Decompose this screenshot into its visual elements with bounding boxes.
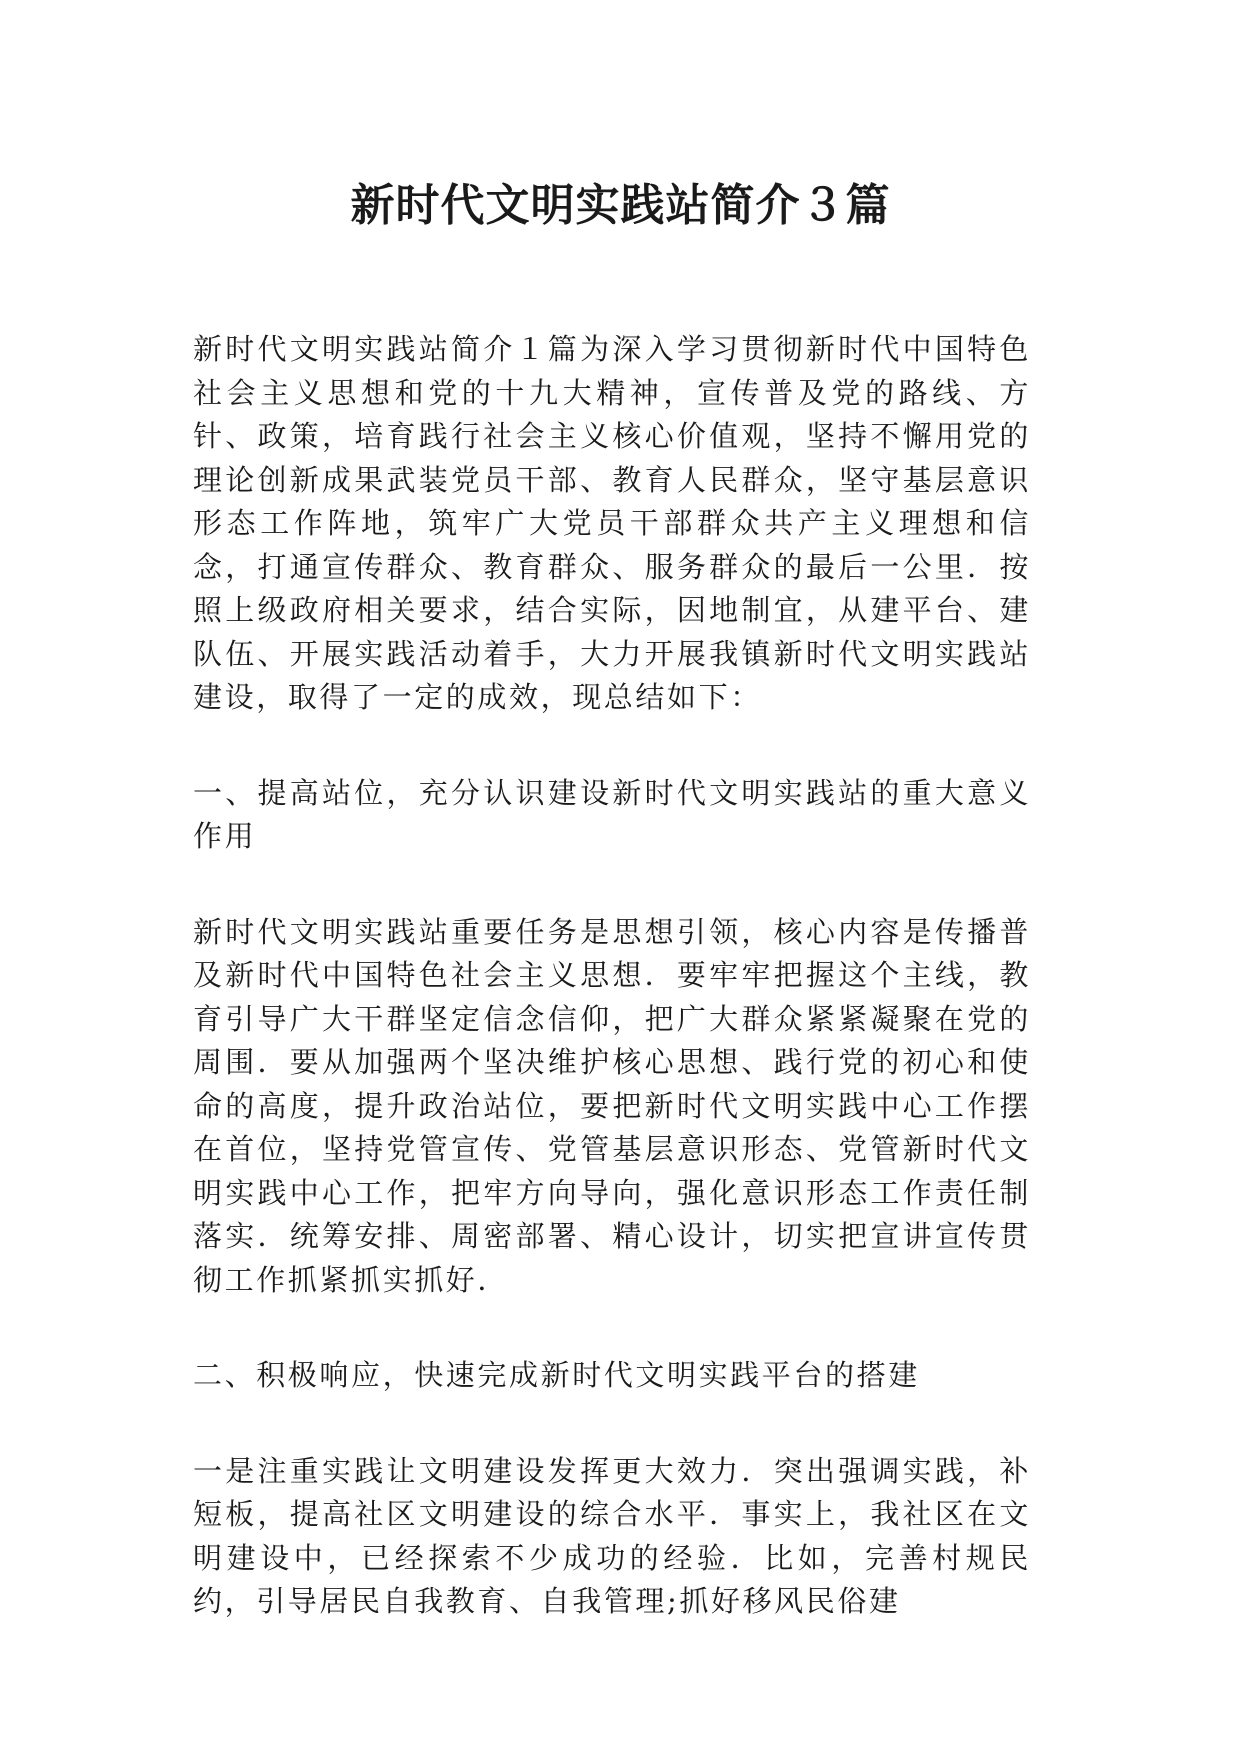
section-heading-2: 二、积极响应，快速完成新时代文明实践平台的搭建 (193, 1358, 920, 1392)
intro-paragraph: 新时代文明实践站简介１篇为深入学习贯彻新时代中国特色社会主义思想和党的十九大精神，宣传普及党的路线、方针、政策，培育践行社会主义核心价值观，坚持不懈用党的理论创新成果武装党员干部、教育人民群众，坚守基层意识形态工作阵地，筑牢广大党员干部群众共产主义理想和信念，打通宣传群众、教育群众、服务群众的最后一公里．按照上级政府相关要求，结合实际，因地制宜，从建平台、建队伍、开展实践活动着手，大力开展我镇新时代文明实践站建设，取得了一定的成效，现总结如下： (193, 332, 1031, 714)
document-title: 新时代文明实践站简介３篇 (350, 180, 891, 231)
document-body (193, 328, 1031, 1676)
section-2-paragraph: 一是注重实践让文明建设发挥更大效力．突出强调实践，补短板，提高社区文明建设的综合水平．事实上，我社区在文明建设中，已经探索不少成功的经验．比如，完善村规民约，引导居民自我教育、自我管理;抓好移风民俗建 (193, 1453, 1031, 1618)
section-heading-1: 一、提高站位，充分认识建设新时代文明实践站的重大意义作用 (193, 775, 1031, 853)
section-1-paragraph: 新时代文明实践站重要任务是思想引领，核心内容是传播普及新时代中国特色社会主义思想．要牢牢把握这个主线，教育引导广大干群坚定信念信仰，把广大群众紧紧凝聚在党的周围．要从加强两个坚决维护核心思想、践行党的初心和使命的高度，提升政治站位，要把新时代文明实践中心工作摆在首位，坚持党管宣传、党管基层意识形态、党管新时代文明实践中心工作，把牢方向导向，强化意识形态工作责任制落实．统筹安排、周密部署、精心设计，切实把宣讲宣传贯彻工作抓紧抓实抓好． (193, 914, 1031, 1297)
